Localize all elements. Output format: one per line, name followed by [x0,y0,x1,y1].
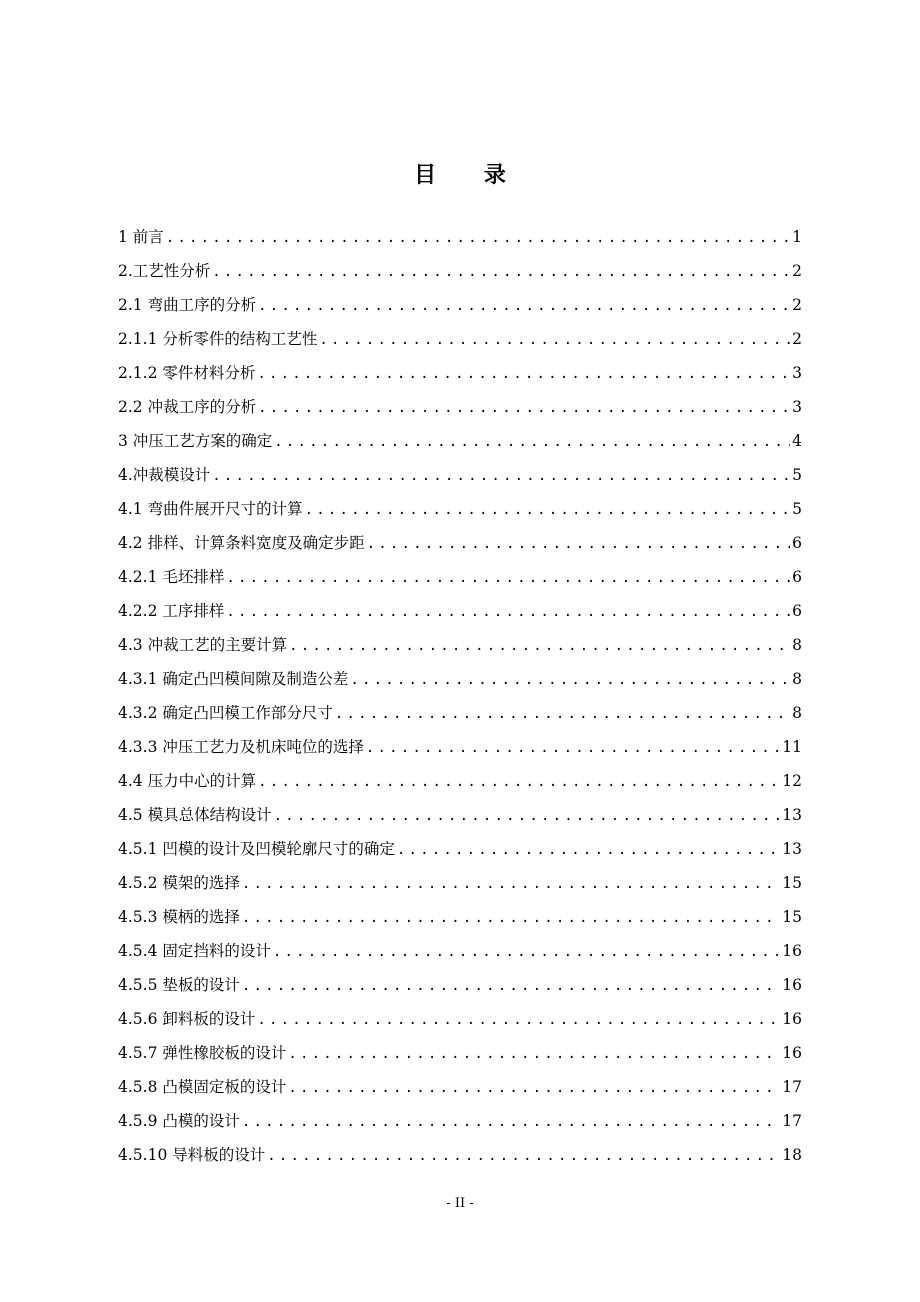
toc-entry-label: 4.3.2 确定凸凹模工作部分尺寸 [118,704,333,722]
toc-entry-page: 16 [782,976,802,994]
toc-entry-label: 2.2 冲裁工序的分析 [118,398,257,416]
toc-entry[interactable] [118,395,802,429]
toc-entry-page: 3 [792,398,802,416]
toc-entry-page: 11 [782,738,802,756]
toc-entry[interactable] [118,973,802,1007]
toc-entry[interactable] [118,225,802,259]
toc-entry-page: 15 [782,908,802,926]
dot-leader [242,910,780,926]
toc-entry-label: 2.1.2 零件材料分析 [118,364,256,382]
dot-leader [366,740,780,756]
table-of-contents [118,225,802,1177]
dot-leader [397,842,780,858]
toc-entry-label: 4.5.6 卸料板的设计 [118,1010,256,1028]
toc-entry-page: 13 [782,806,802,824]
toc-entry[interactable] [118,463,802,497]
toc-entry-label: 4.5.7 弹性橡胶板的设计 [118,1044,287,1062]
toc-entry-label: 4.5 模具总体结构设计 [118,806,272,824]
dot-leader [258,400,790,416]
dot-leader [212,468,790,484]
toc-entry-page: 13 [782,840,802,858]
toc-entry[interactable] [118,667,802,701]
toc-entry-page: 1 [792,228,802,246]
toc-entry-label: 2.1.1 分析零件的结构工艺性 [118,330,318,348]
toc-entry-page: 15 [782,874,802,892]
dot-leader [288,1046,780,1062]
dot-leader [258,298,790,314]
toc-entry-label: 1 前言 [118,228,164,246]
toc-entry[interactable] [118,497,802,531]
dot-leader [273,944,780,960]
toc-entry[interactable] [118,1007,802,1041]
dot-leader [319,332,790,348]
dot-leader [288,1080,780,1096]
toc-entry-page: 4 [792,432,802,450]
dot-leader [242,1114,780,1130]
toc-entry-page: 2 [792,262,802,280]
toc-entry[interactable] [118,565,802,599]
toc-entry[interactable] [118,327,802,361]
toc-entry-label: 4.2.2 工序排样 [118,602,225,620]
toc-entry-page: 17 [782,1112,802,1130]
toc-entry-label: 4.5.5 垫板的设计 [118,976,240,994]
toc-entry-label: 4.2 排样、计算条料宽度及确定步距 [118,534,365,552]
page-number-footer: - II - [446,1196,474,1211]
toc-entry-page: 2 [792,296,802,314]
dot-leader [367,536,791,552]
toc-entry-label: 4.5.3 模柄的选择 [118,908,240,926]
dot-leader [166,230,790,246]
toc-entry-label: 4.5.1 凹模的设计及凹模轮廓尺寸的确定 [118,840,395,858]
toc-entry[interactable] [118,1109,802,1143]
dot-leader [242,876,780,892]
toc-entry[interactable] [118,429,802,463]
toc-entry-page: 17 [782,1078,802,1096]
dot-leader [242,978,780,994]
toc-entry[interactable] [118,701,802,735]
toc-entry-label: 4.5.4 固定挡料的设计 [118,942,271,960]
toc-entry-page: 8 [792,670,802,688]
toc-entry-page: 16 [782,942,802,960]
dot-leader [305,502,791,518]
toc-entry-label: 2.1 弯曲工序的分析 [118,296,257,314]
toc-entry-page: 6 [792,568,802,586]
dot-leader [257,1012,780,1028]
toc-entry-page: 16 [782,1044,802,1062]
toc-entry-label: 4.5.8 凸模固定板的设计 [118,1078,287,1096]
page-title: 目 录 [414,163,526,188]
dot-leader [226,604,790,620]
toc-entry-label: 4.冲裁模设计 [118,466,211,484]
dot-leader [212,264,790,280]
toc-entry-label: 2.工艺性分析 [118,262,211,280]
toc-entry[interactable] [118,735,802,769]
toc-entry-page: 5 [792,500,802,518]
toc-entry[interactable] [118,599,802,633]
toc-entry[interactable] [118,1143,802,1177]
dot-leader [226,570,790,586]
toc-entry-label: 4.5.10 导料板的设计 [118,1146,266,1164]
toc-entry-page: 18 [782,1146,802,1164]
toc-entry[interactable] [118,531,802,565]
toc-entry-page: 6 [792,534,802,552]
dot-leader [274,434,790,450]
toc-entry-page: 6 [792,602,802,620]
toc-entry-label: 3 冲压工艺方案的确定 [118,432,273,450]
toc-entry-page: 5 [792,466,802,484]
toc-entry[interactable] [118,837,802,871]
toc-entry[interactable] [118,939,802,973]
toc-entry-label: 4.1 弯曲件展开尺寸的计算 [118,500,303,518]
toc-entry-label: 4.3 冲裁工艺的主要计算 [118,636,288,654]
dot-leader [257,366,790,382]
toc-entry[interactable] [118,293,802,327]
toc-entry-label: 4.4 压力中心的计算 [118,772,257,790]
toc-entry[interactable] [118,633,802,667]
dot-leader [350,672,790,688]
dot-leader [258,774,780,790]
toc-entry-label: 4.5.2 模架的选择 [118,874,240,892]
toc-entry-page: 2 [792,330,802,348]
toc-entry-label: 4.3.1 确定凸凹模间隙及制造公差 [118,670,349,688]
toc-entry[interactable] [118,361,802,395]
toc-entry[interactable] [118,1075,802,1109]
toc-entry[interactable] [118,1041,802,1075]
dot-leader [267,1148,780,1164]
toc-entry[interactable] [118,905,802,939]
toc-entry[interactable] [118,871,802,905]
dot-leader [335,706,790,722]
dot-leader [289,638,790,654]
toc-entry-label: 4.5.9 凸模的设计 [118,1112,240,1130]
toc-entry-page: 8 [792,704,802,722]
toc-entry[interactable] [118,259,802,293]
toc-entry-page: 3 [792,364,802,382]
toc-entry-label: 4.3.3 冲压工艺力及机床吨位的选择 [118,738,364,756]
toc-entry-label: 4.2.1 毛坯排样 [118,568,225,586]
toc-entry-page: 8 [792,636,802,654]
toc-entry[interactable] [118,803,802,837]
toc-entry-page: 16 [782,1010,802,1028]
toc-entry-page: 12 [782,772,802,790]
toc-entry[interactable] [118,769,802,803]
dot-leader [274,808,781,824]
